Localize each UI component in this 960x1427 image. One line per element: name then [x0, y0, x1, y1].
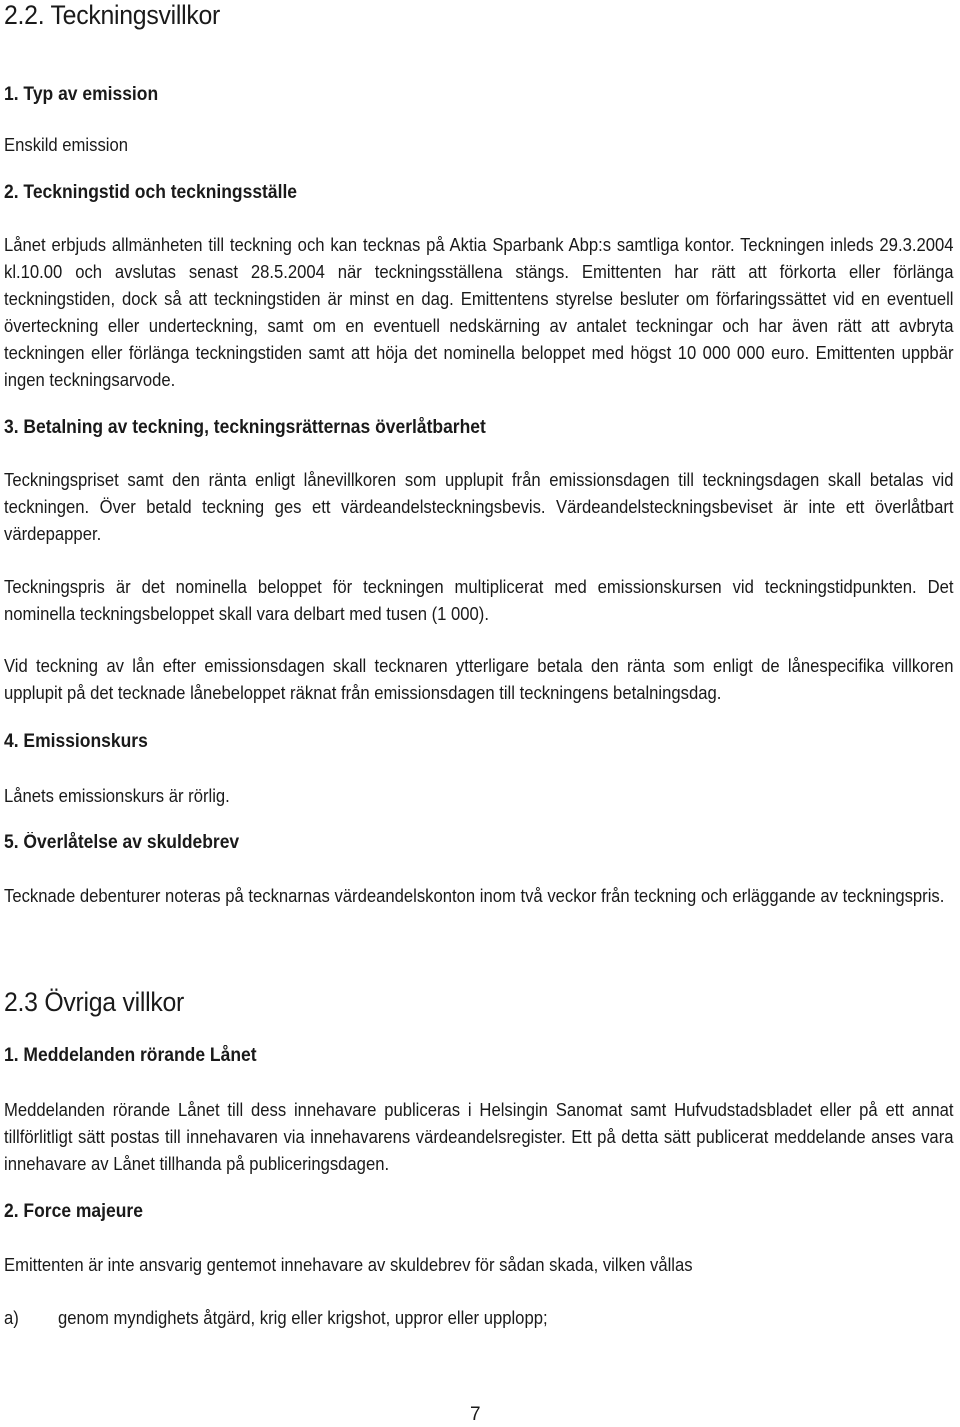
paragraph: Tecknade debenturer noteras på tecknarnas värdeandelskonton inom två veckor från teckning och erläggande av teckningspris. [4, 885, 945, 906]
subheading: 5. Överlåtelse av skuldebrev [4, 832, 240, 853]
paragraph: Teckningspriset samt den ränta enligt lånevillkoren som upplupit från emissionsdagen till teckningsdagen skall betalas vid teckningen. Över betald teckning ges ett värdeandelsteckningsbevis. Värdeandelsteckningsbeviset är inte ett överlåtbart värdepapper. [4, 469, 954, 544]
paragraph: Lånet erbjuds allmänheten till teckning och kan tecknas på Aktia Sparbank Abp:s samtliga kontor. Teckningen inleds 29.3.2004 kl.10.00 och avslutas senast 28.5.2004 när teckningsställena stängs. Emittenten har rätt att förkorta eller förlänga teckningstiden, dock så att teckningstiden är minst en dag. Emittentens styrelse besluter om förfaringssättet vid en eventuell överteckning eller underteckning, samt om en eventuell nedskärning av antalet teckningar och har även rätt att avbryta teckningen eller förlänga teckningstiden samt att höja det nominella beloppet med högst 10 000 000 euro. Emittenten uppbär ingen teckningsarvode. [4, 234, 954, 390]
section-title: 2.3 Övriga villkor [4, 987, 185, 1017]
paragraph: Vid teckning av lån efter emissionsdagen skall tecknaren ytterligare betala den ränta som enligt de lånespecifika villkoren upplupit på det tecknade lånebeloppet räknat från emissionsdagen till teckningens betalningsdag. [4, 655, 954, 703]
subheading: 2. Teckningstid och teckningsställe [4, 182, 298, 203]
paragraph: Lånets emissionskurs är rörlig. [4, 785, 230, 806]
list-marker: a) [4, 1307, 19, 1328]
subheading: 4. Emissionskurs [4, 731, 148, 752]
subheading: 1. Typ av emission [4, 84, 159, 105]
paragraph: Meddelanden rörande Lånet till dess innehavare publiceras i Helsingin Sanomat samt Hufvudstadsbladet eller på ett annat tillförlitligt sätt postas till innehavaren via innehavarens värdeandelsregister. Ett på detta sätt publicerat meddelande anses vara innehavare av Lånet tillhanda på publiceringsdagen. [4, 1099, 954, 1174]
list-item-text: genom myndighets åtgärd, krig eller krigshot, uppror eller upplopp; [58, 1307, 548, 1328]
paragraph: Enskild emission [4, 134, 129, 155]
paragraph: Emittenten är inte ansvarig gentemot innehavare av skuldebrev för sådan skada, vilken vållas [4, 1254, 693, 1275]
page-number: 7 [470, 1404, 481, 1425]
list-item [4, 1304, 548, 1331]
subheading: 1. Meddelanden rörande Lånet [4, 1045, 257, 1066]
subheading: 2. Force majeure [4, 1201, 143, 1222]
subheading: 3. Betalning av teckning, teckningsrätternas överlåtbarhet [4, 417, 486, 438]
section-title: 2.2. Teckningsvillkor [4, 0, 221, 30]
paragraph: Teckningspris är det nominella beloppet för teckningen multiplicerat med emissionskursen vid teckningstidpunkten. Det nominella teckningsbeloppet skall vara delbart med tusen (1 000). [4, 576, 954, 624]
